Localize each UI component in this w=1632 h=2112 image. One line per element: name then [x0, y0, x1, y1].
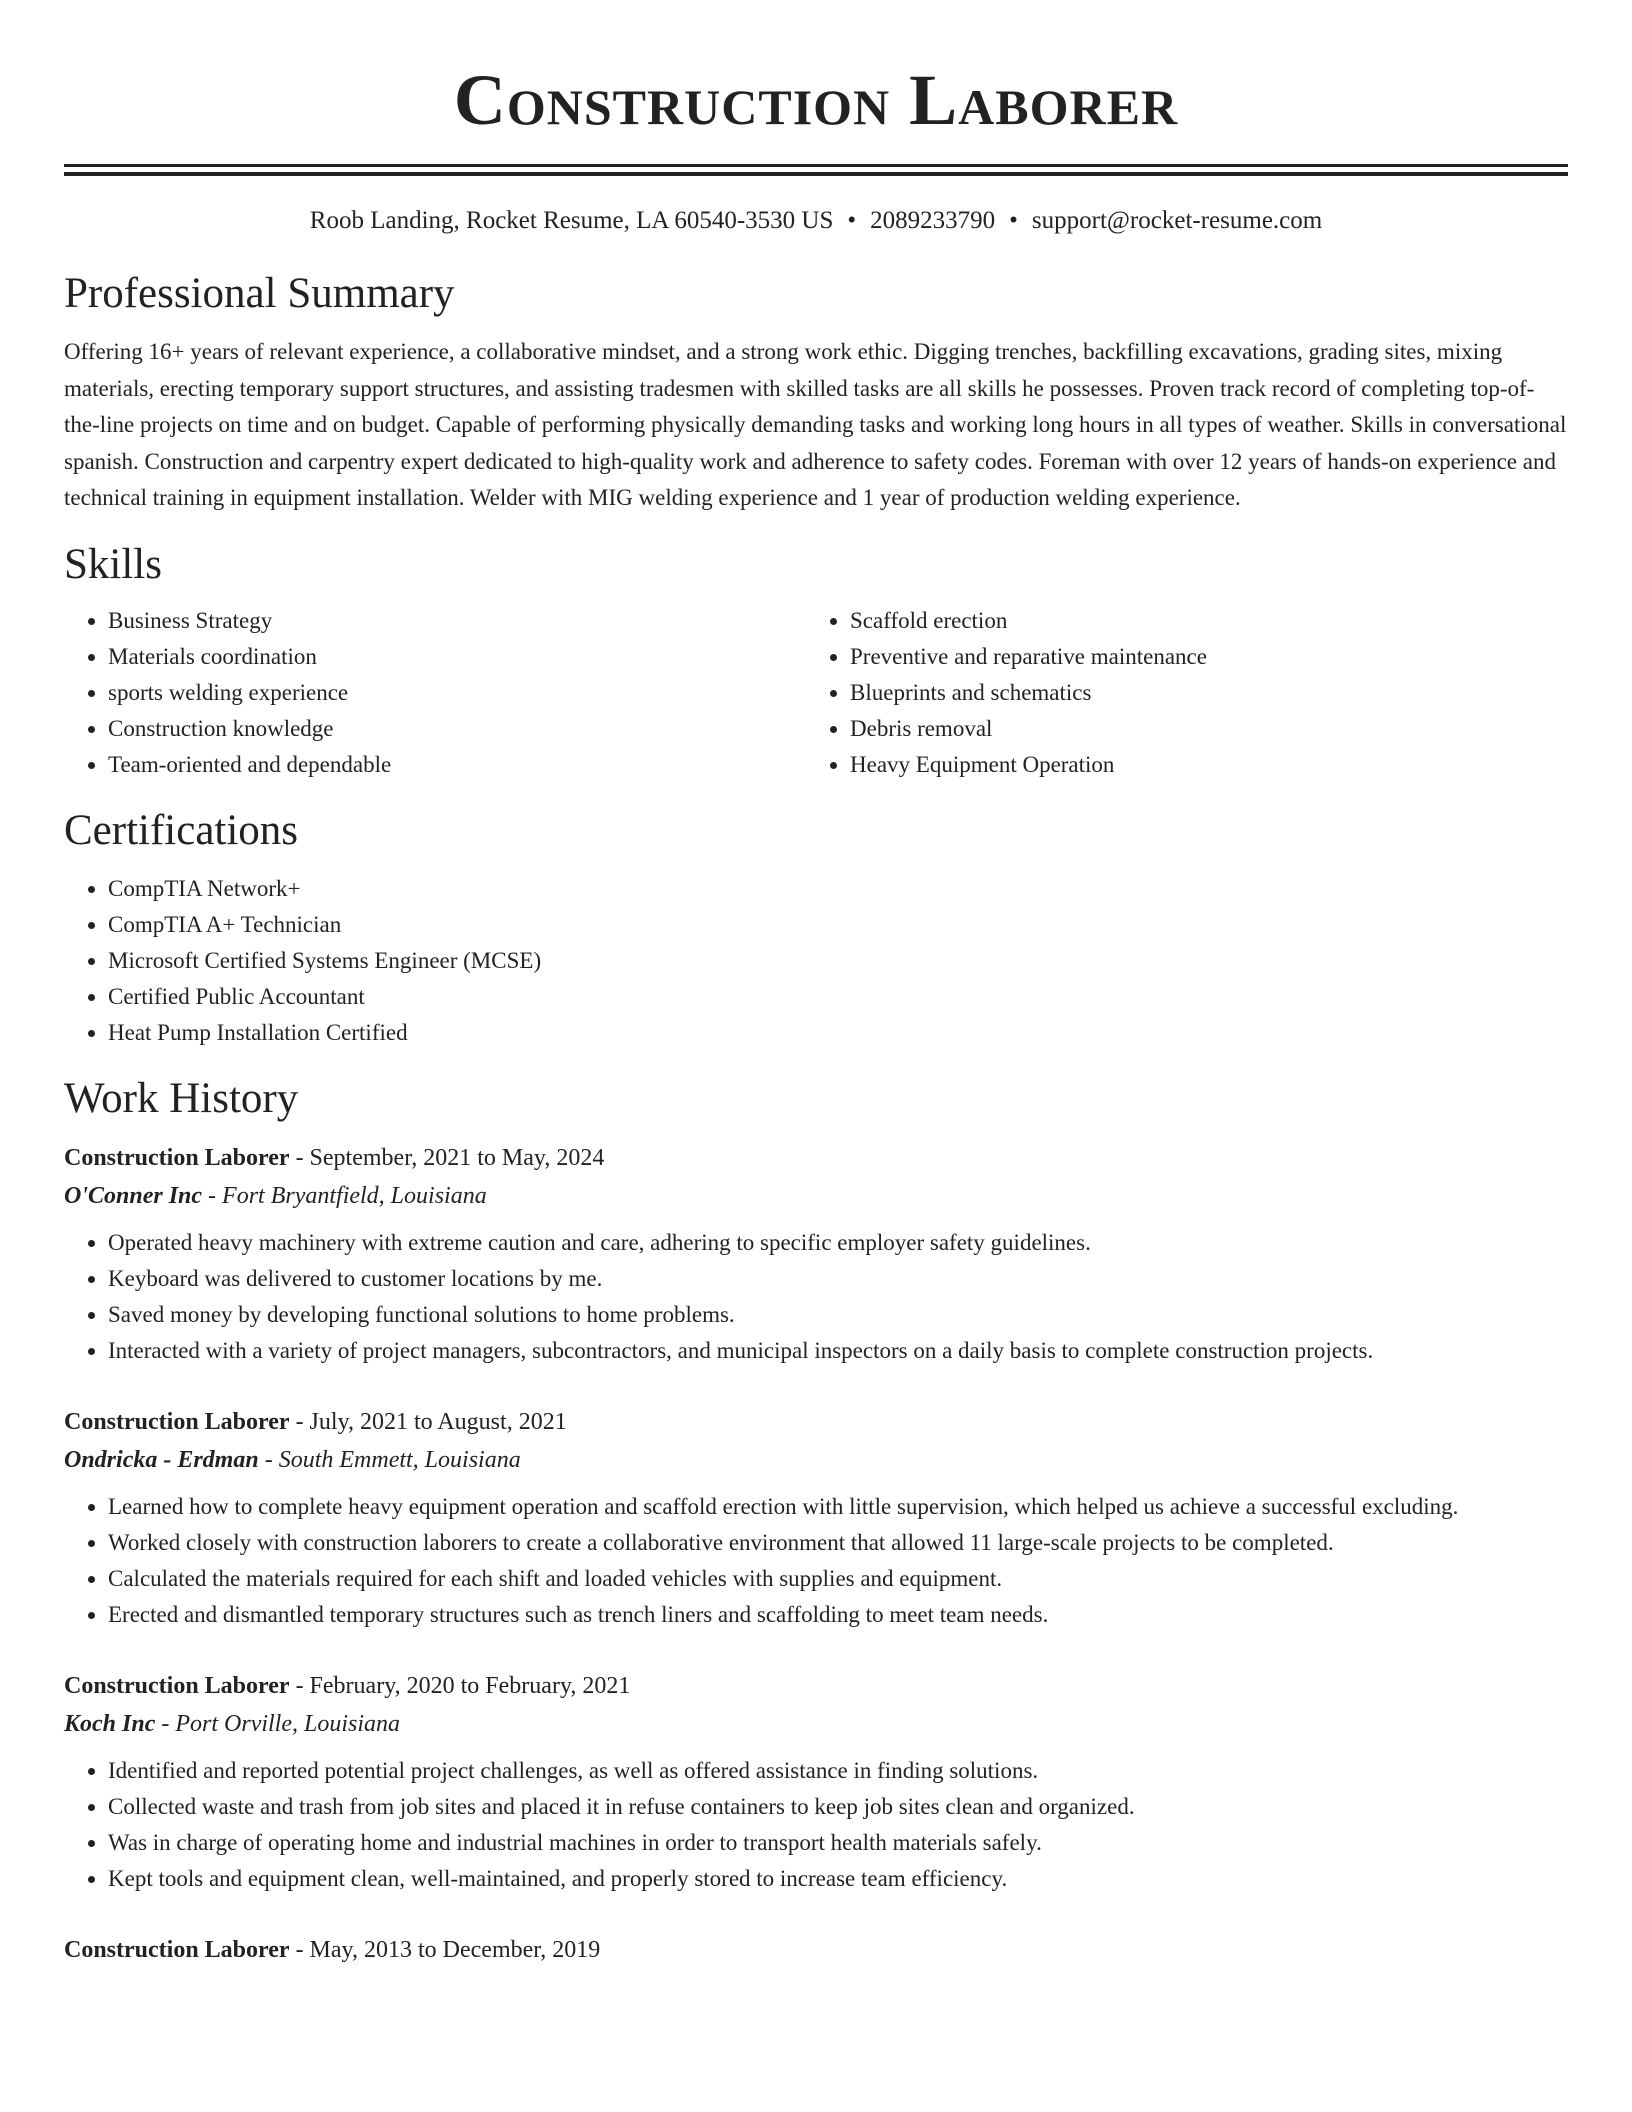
job-location: - Fort Bryantfield, Louisiana	[202, 1182, 487, 1209]
contact-phone: 2089233790	[870, 207, 996, 234]
header-divider	[64, 164, 1568, 176]
job-entry	[64, 1667, 1568, 1897]
job-bullet: • Kept tools and equipment clean, well-maintained, and properly stored to increase team efficiency.	[108, 1861, 1568, 1897]
job-entry	[64, 1403, 1568, 1633]
contact-address: Roob Landing, Rocket Resume, LA 60540-3530 US	[309, 207, 834, 234]
job-company-line	[64, 1441, 1568, 1479]
job-bullets	[64, 1753, 1568, 1897]
resume-page	[64, 0, 1568, 1969]
job-bullets	[64, 1489, 1568, 1633]
certification-item: • Heat Pump Installation Certified	[108, 1015, 1568, 1051]
skill-item: • Team-oriented and dependable	[108, 747, 806, 783]
work-history-heading: Work History	[64, 1074, 299, 1122]
job-dates: - July, 2021 to August, 2021	[289, 1408, 567, 1435]
certification-item: • CompTIA A+ Technician	[108, 907, 1568, 943]
job-dates: - May, 2013 to December, 2019	[289, 1936, 601, 1963]
job-entry	[64, 1139, 1568, 1369]
certification-item: • Microsoft Certified Systems Engineer (MCSE)	[108, 943, 1568, 979]
summary-heading: Professional Summary	[64, 270, 455, 317]
skill-item: • Materials coordination	[108, 639, 806, 675]
job-bullet: • Erected and dismantled temporary structures such as trench liners and scaffolding to meet team needs.	[108, 1597, 1568, 1633]
job-dates: - September, 2021 to May, 2024	[289, 1144, 605, 1171]
skill-item: • Construction knowledge	[108, 711, 806, 747]
contact-line	[64, 204, 1568, 238]
job-bullet: • Operated heavy machinery with extreme caution and care, adhering to specific employer safety guidelines.	[108, 1225, 1568, 1261]
skills-grid	[64, 603, 1568, 783]
job-header	[64, 1931, 1568, 1969]
summary-text: Offering 16+ years of relevant experience, a collaborative mindset, and a strong work ethic. Digging trenches, backfilling excavations, grading sites, mixing materials, erecting temporary support structures, and assisting tradesmen with skilled tasks are all skills he possesses. Proven track record of completing top-of-the-line projects on time and on budget. Capable of performing physically demanding tasks and working long hours in all types of weather. Skills in conversational spanish. Construction and carpentry expert dedicated to high-quality work and adherence to safety codes. Foreman with over 12 years of hands-on experience and technical training in equipment installation. Welder with MIG welding experience and 1 year of production welding experience.	[64, 339, 1567, 510]
skill-item: • Heavy Equipment Operation	[850, 747, 1548, 783]
job-company-line	[64, 1177, 1568, 1215]
job-role: Construction Laborer	[64, 1144, 290, 1171]
certification-item: • Certified Public Accountant	[108, 979, 1568, 1015]
contact-separator: •	[1009, 207, 1018, 234]
job-location: - Port Orville, Louisiana	[155, 1710, 401, 1737]
job-role: Construction Laborer	[64, 1408, 290, 1435]
job-dates: - February, 2020 to February, 2021	[289, 1672, 631, 1699]
skills-list-left	[64, 603, 806, 783]
certifications-list	[64, 871, 1568, 1051]
skill-item: • Preventive and reparative maintenance	[850, 639, 1548, 675]
job-bullet: • Learned how to complete heavy equipment operation and scaffold erection with little supervision, which helped us achieve a successful excluding.	[108, 1489, 1568, 1525]
certification-item: • CompTIA Network+	[108, 871, 1568, 907]
job-header	[64, 1403, 1568, 1441]
job-header	[64, 1667, 1568, 1705]
skill-item: • Business Strategy	[108, 603, 806, 639]
contact-email: support@rocket-resume.com	[1031, 207, 1323, 234]
resume-name: Construction Laborer	[453, 60, 1179, 140]
job-header	[64, 1139, 1568, 1177]
skills-column-right	[806, 603, 1548, 783]
job-bullet: • Was in charge of operating home and industrial machines in order to transport health materials safely.	[108, 1825, 1568, 1861]
job-role: Construction Laborer	[64, 1672, 290, 1699]
job-bullet: • Collected waste and trash from job sites and placed it in refuse containers to keep job sites clean and organized.	[108, 1789, 1568, 1825]
contact-separator: •	[847, 207, 857, 234]
job-bullet: • Keyboard was delivered to customer locations by me.	[108, 1261, 1568, 1297]
job-bullet: • Calculated the materials required for each shift and loaded vehicles with supplies and equipment.	[108, 1561, 1568, 1597]
job-bullet: • Identified and reported potential project challenges, as well as offered assistance in finding solutions.	[108, 1753, 1568, 1789]
skills-column-left	[64, 603, 806, 783]
job-location: - South Emmett, Louisiana	[258, 1446, 521, 1473]
skills-heading: Skills	[64, 540, 162, 588]
certifications-heading: Certifications	[64, 806, 299, 854]
skill-item: • Debris removal	[850, 711, 1548, 747]
skills-list-right	[806, 603, 1548, 783]
job-bullet: • Interacted with a variety of project managers, subcontractors, and municipal inspectors on a daily basis to complete construction projects.	[108, 1333, 1568, 1369]
skill-item: • sports welding experience	[108, 675, 806, 711]
job-bullet: • Worked closely with construction laborers to create a collaborative environment that allowed 11 large-scale projects to be completed.	[108, 1525, 1568, 1561]
job-company: Koch Inc	[64, 1710, 156, 1737]
job-company: O'Conner Inc	[64, 1182, 203, 1209]
job-bullet: • Saved money by developing functional solutions to home problems.	[108, 1297, 1568, 1333]
skill-item: • Scaffold erection	[850, 603, 1548, 639]
job-company: Ondricka - Erdman	[64, 1446, 259, 1473]
job-company-line	[64, 1705, 1568, 1743]
skill-item: • Blueprints and schematics	[850, 675, 1548, 711]
job-entry	[64, 1931, 1568, 1969]
job-bullets	[64, 1225, 1568, 1369]
job-role: Construction Laborer	[64, 1936, 290, 1963]
